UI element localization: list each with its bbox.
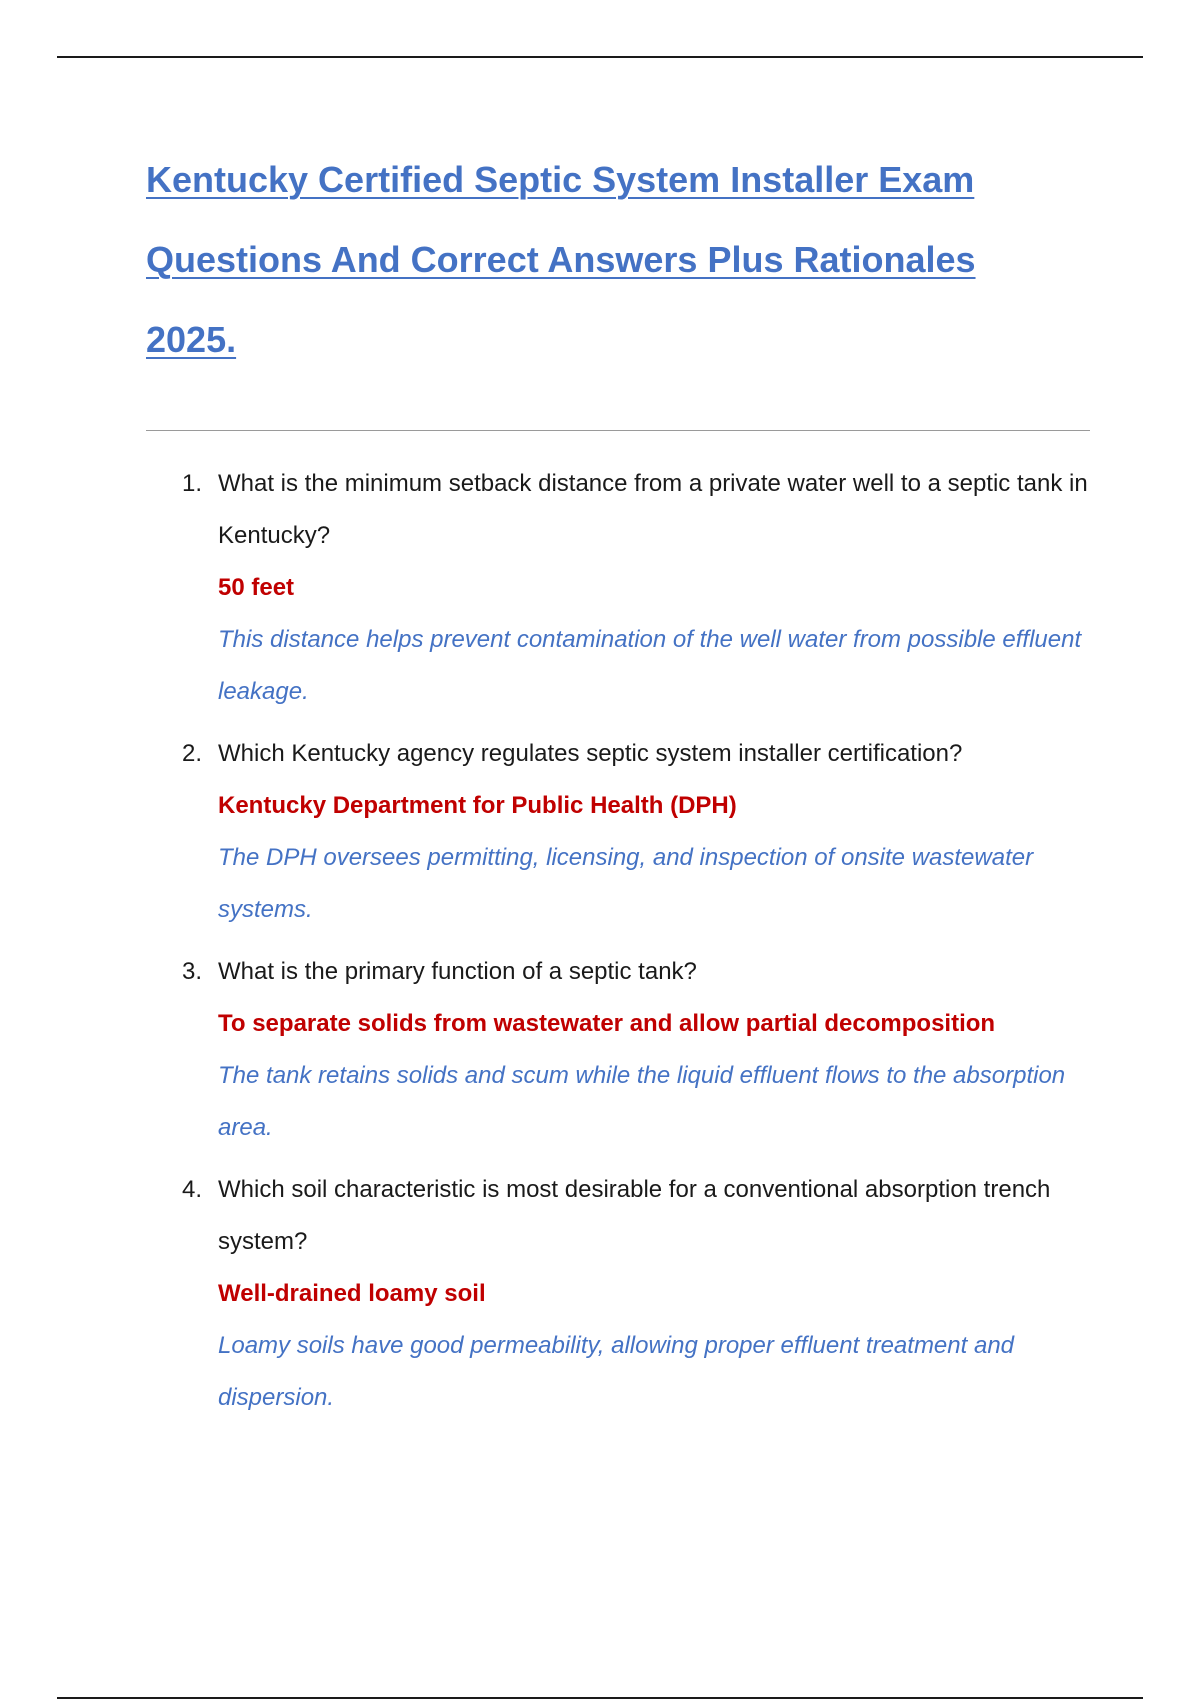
answer-text: 50 feet: [218, 574, 295, 601]
question-number: 3.: [182, 958, 203, 985]
answer-text: Well-drained loamy soil: [218, 1280, 486, 1307]
question-list: [146, 458, 1096, 1434]
question-text: Which soil characteristic is most desirable for a conventional absorption trench system?: [218, 1176, 1051, 1255]
question-item: [146, 728, 1096, 936]
question-text: What is the primary function of a septic tank?: [218, 958, 697, 985]
page-top-rule: [57, 56, 1143, 58]
rationale-text: The DPH oversees permitting, licensing, and inspection of onsite wastewater systems.: [218, 844, 1034, 923]
question-item: [146, 1164, 1096, 1424]
question-number: 1.: [182, 470, 203, 497]
answer-text: To separate solids from wastewater and allow partial decomposition: [218, 1010, 996, 1037]
question-item: [146, 458, 1096, 718]
question-number: 4.: [182, 1176, 203, 1203]
question-number: 2.: [182, 740, 203, 767]
title-divider: [146, 430, 1090, 431]
rationale-text: Loamy soils have good permeability, allowing proper effluent treatment and dispersion.: [218, 1332, 1015, 1411]
document-title: [146, 140, 1046, 380]
rationale-text: The tank retains solids and scum while the liquid effluent flows to the absorption area.: [218, 1062, 1066, 1141]
question-text: Which Kentucky agency regulates septic system installer certification?: [218, 740, 963, 767]
question-text: What is the minimum setback distance from a private water well to a septic tank in Kentucky?: [218, 470, 1088, 549]
page-bottom-rule: [57, 1697, 1143, 1699]
rationale-text: This distance helps prevent contamination of the well water from possible effluent leakage.: [218, 626, 1082, 705]
answer-text: Kentucky Department for Public Health (DPH): [218, 792, 737, 819]
question-item: [146, 946, 1096, 1154]
document-title-text: Kentucky Certified Septic System Installer Exam Questions And Correct Answers Plus Rationales 2025.: [146, 159, 976, 360]
